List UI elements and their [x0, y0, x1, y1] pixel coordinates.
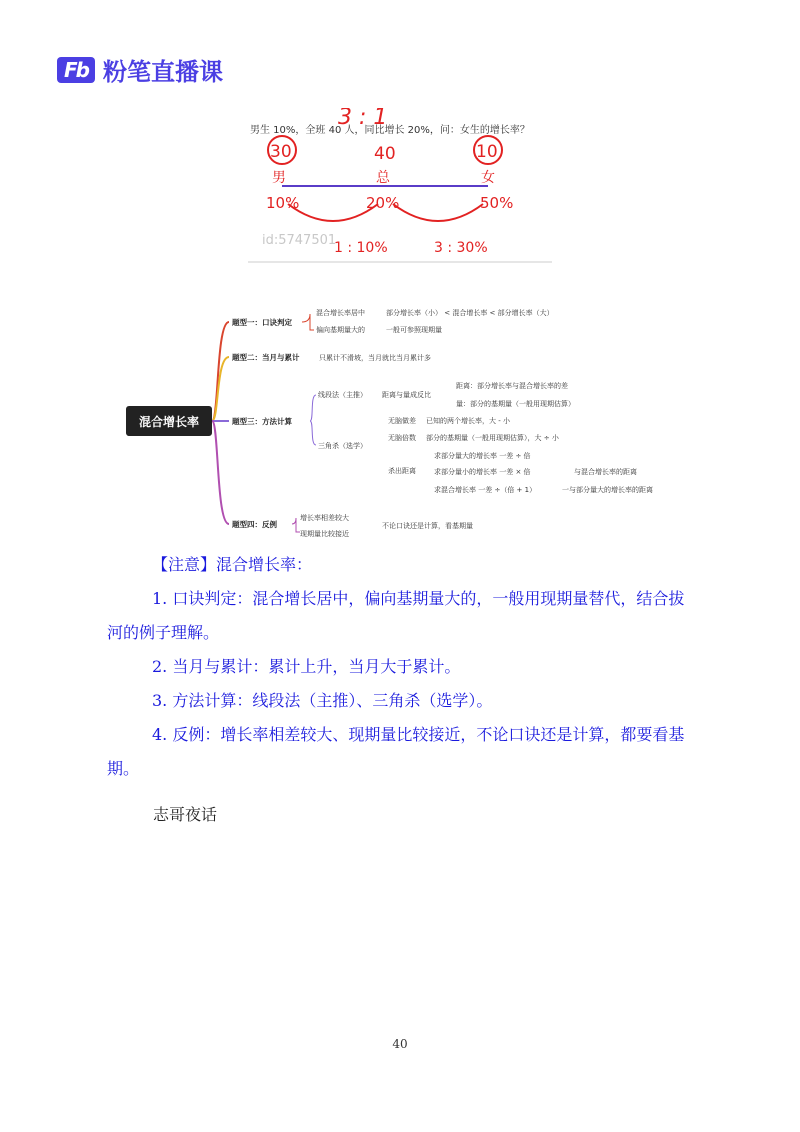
t3-b3c: 求混合增长率 一差 ÷（倍 + 1） — [434, 486, 537, 494]
t3-b: 三角杀（选学） — [318, 442, 367, 450]
t3-a2: 距离：部分增长率与混合增长率的差 — [456, 382, 568, 390]
t2-text: 只累计不滑坡，当月就比当月累计多 — [319, 354, 431, 362]
logo-mark-icon: Fb — [57, 57, 95, 83]
t3-b1: 无脑做差 — [388, 417, 416, 425]
sketch-arc-left — [288, 204, 378, 221]
note-item: 1. 口诀判定：混合增长居中，偏向基期量大的，一般用现期量替代，结合拔河的例子理解。 — [107, 589, 685, 642]
handwritten-sketch — [248, 108, 552, 263]
t3-b1t: 已知的两个增长率，大 - 小 — [426, 417, 510, 425]
t3-b3b: 求部分量小的增长率 一差 × 倍 — [434, 468, 531, 476]
sketch-rate-mid: 20% — [366, 194, 400, 212]
note-item: 3. 方法计算：线段法（主推）、三角杀（选学）。 — [152, 691, 493, 710]
t1-title: 题型一：口诀判定 — [232, 318, 292, 327]
t3-b3d: 与混合增长率的距离 — [574, 468, 637, 476]
sketch-top-mid: 40 — [374, 144, 396, 164]
branch-4-line — [212, 421, 229, 524]
t3-b3e: 一与部分量大的增长率的距离 — [562, 486, 653, 494]
sketch-question: 男生 10%，全班 40 人，同比增长 20%，问：女生的增长率？ — [250, 125, 530, 136]
t2-title: 题型二：当月与累计 — [232, 353, 300, 362]
note-item: 4. 反例：增长率相差较大、现期量比较接近，不论口诀还是计算，都要看基期。 — [107, 725, 685, 778]
sketch-ratio: 3 : 1 — [338, 108, 388, 130]
t3-b2t: 部分的基期量（一般用现期估算），大 ÷ 小 — [426, 434, 559, 442]
t4-title: 题型四：反例 — [232, 520, 277, 529]
t3-b2: 无脑倍数 — [388, 434, 416, 442]
t3-a: 线段法（主推） — [318, 391, 367, 399]
mindmap-root: 混合增长率 — [138, 415, 200, 429]
sketch-gap-right: 3 : 30% — [434, 240, 488, 256]
mindmap-canvas — [124, 292, 684, 550]
sketch-watermark: id:5747501 — [262, 233, 337, 248]
t4-brace — [292, 518, 300, 532]
sketch-mid-right: 女 — [481, 170, 495, 186]
sketch-mid-left: 男 — [272, 170, 286, 186]
t4-line2: 现期量比较接近 — [300, 530, 349, 538]
t1-line1: 混合增长率居中 — [316, 309, 365, 317]
brand-logo — [57, 52, 223, 87]
sketch-canvas — [248, 108, 552, 263]
t3-title: 题型三：方法计算 — [232, 417, 292, 426]
sketch-gap-left: 1 : 10% — [334, 240, 388, 256]
mindmap-diagram — [124, 292, 684, 550]
sketch-top-left: 30 — [270, 142, 292, 162]
t3-branch-a — [310, 395, 316, 421]
t3-b3: 杀出距离 — [388, 467, 416, 475]
t3-b3a: 求部分量大的增长率 一差 ÷ 倍 — [434, 452, 531, 460]
sketch-top-right: 10 — [476, 142, 498, 162]
page-number: 40 — [392, 1037, 408, 1051]
t3-branch-b — [310, 421, 316, 445]
sketch-rate-right: 50% — [480, 194, 514, 212]
t1-line2b: 一般可参照现期量 — [386, 326, 442, 334]
t3-a3: 量：部分的基期量（一般用现期估算） — [456, 400, 575, 408]
t4-line1: 增长率相差较大 — [300, 514, 349, 522]
sketch-mid-mid: 总 — [376, 170, 390, 186]
note-item: 2. 当月与累计：累计上升，当月大于累计。 — [152, 657, 461, 676]
t1-line1b: 部分增长率（小） < 混合增长率 < 部分增长率（大） — [386, 309, 554, 317]
t3-a1: 距离与量成反比 — [382, 391, 431, 399]
sketch-arc-right — [393, 204, 483, 221]
sketch-bottom-border — [248, 261, 552, 263]
notes-section — [107, 548, 692, 786]
t4-right: 不论口诀还是计算，看基期量 — [382, 522, 473, 530]
t1-brace — [302, 314, 314, 330]
brand-name: 粉笔直播课 — [103, 58, 223, 86]
sketch-rate-left: 10% — [266, 194, 300, 212]
section-title: 志哥夜话 — [153, 805, 218, 824]
t1-line2: 偏向基期量大的 — [316, 326, 365, 334]
notes-heading: 【注意】混合增长率： — [152, 555, 313, 574]
